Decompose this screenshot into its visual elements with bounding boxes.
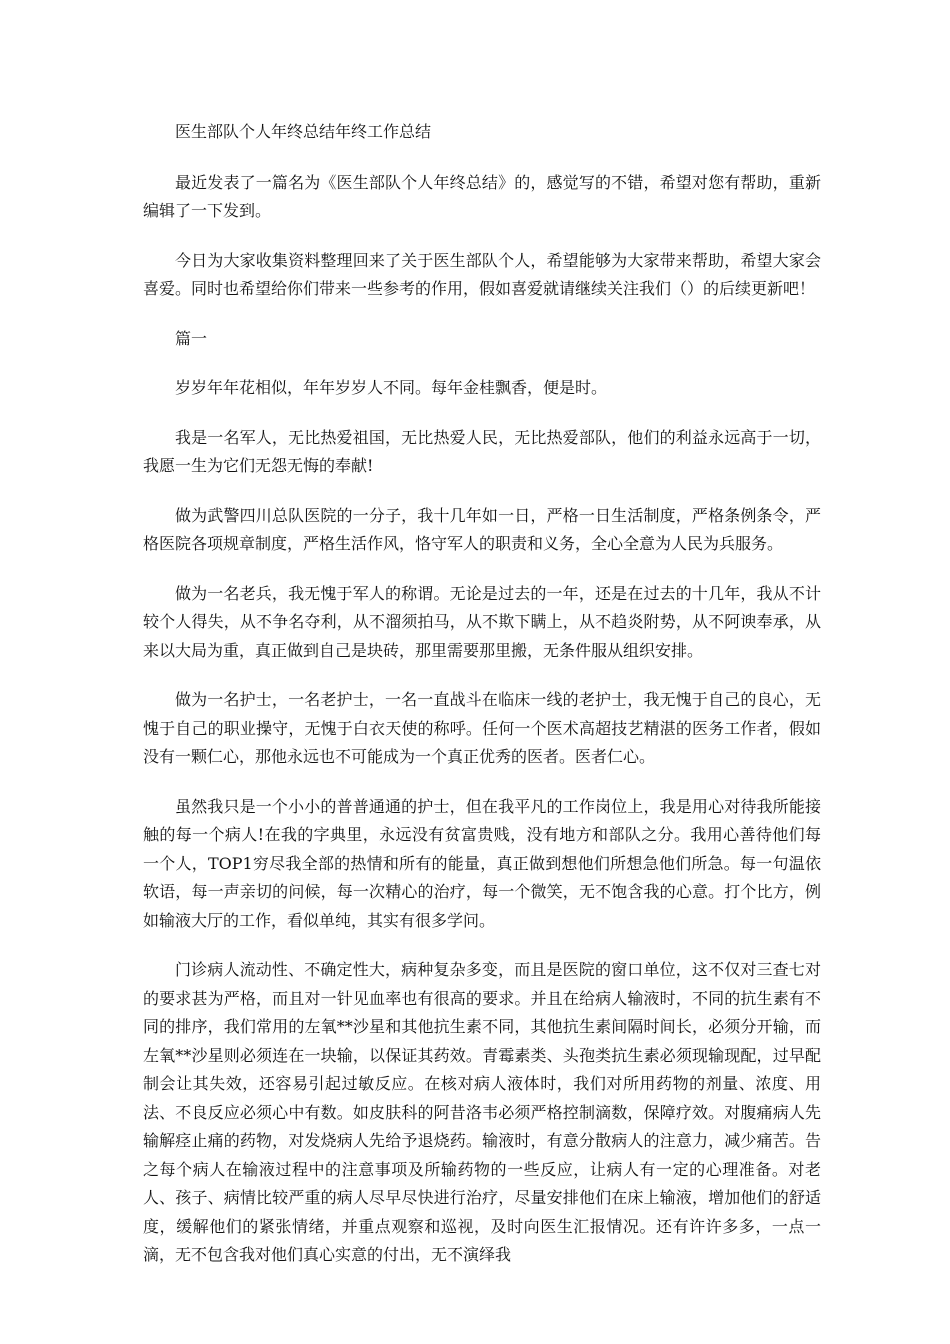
section-heading: 篇一 (175, 328, 208, 348)
document-page (143, 118, 821, 1291)
collection-paragraph: 今日为大家收集资料整理回来了关于医生部队个人，希望能够为大家带来帮助，希望大家会喜爱。同时也希望给你们带来一些参考的作用，假如喜爱就请继续关注我们（）的后续更新吧！ (143, 250, 821, 298)
body-paragraph: 我是一名军人，无比热爱祖国，无比热爱人民，无比热爱部队，他们的利益永远高于一切，我愿一生为它们无怨无悔的奉献! (143, 427, 821, 475)
intro-paragraph: 最近发表了一篇名为《医生部队个人年终总结》的，感觉写的不错，希望对您有帮助，重新编辑了一下发到。 (143, 172, 821, 220)
body-paragraph: 做为一名护士，一名老护士，一名一直战斗在临床一线的老护士，我无愧于自己的良心，无愧于自己的职业操守，无愧于白衣天使的称呼。任何一个医术高超技艺精湛的医务工作者，假如没有一颗仁心，那他永远也不可能成为一个真正优秀的医者。医者仁心。 (143, 690, 821, 766)
body-paragraph: 做为武警四川总队医院的一分子，我十几年如一日，严格一日生活制度，严格条例条令，严格医院各项规章制度，严格生活作风，恪守军人的职责和义务，全心全意为人民为兵服务。 (143, 505, 821, 553)
body-paragraph: 做为一名老兵，我无愧于军人的称谓。无论是过去的一年，还是在过去的十几年，我从不计较个人得失，从不争名夺利，从不溜须拍马，从不欺下瞒上，从不趋炎附势，从不阿谀奉承，从来以大局为重，真正做到自己是块砖，那里需要那里搬，无条件服从组织安排。 (143, 583, 821, 660)
body-paragraph: 岁岁年年花相似，年年岁岁人不同。每年金桂飘香，便是时。 (175, 378, 608, 397)
body-paragraph: 门诊病人流动性、不确定性大，病种复杂多变，而且是医院的窗口单位，这不仅对三查七对的要求甚为严格，而且对一针见血率也有很高的要求。并且在给病人输液时，不同的抗生素有不同的排序，我们常用的左氧**沙星和其他抗生素不同，其他抗生素间隔时间长，必须分开输，而左氧**沙星则必须连在一块输，以保证其药效。青霉素类、头孢类抗生素必须现输现配，过早配制会让其失效，还容易引起过敏反应。在核对病人液体时，我们对所用药物的剂量、浓度、用法、不良反应必须心中有数。如皮肤科的阿昔洛韦必须严格控制滴数，保障疗效。对腹痛病人先输解痉止痛的药物，对发烧病人先给予退烧药。输液时，有意分散病人的注意力，减少痛苦。告之每个病人在输液过程中的注意事项及所输药物的一些反应，让病人有一定的心理准备。对老人、孩子、病情比较严重的病人尽早尽快进行治疗，尽量安排他们在床上输液，增加他们的舒适度，缓解他们的紧张情绪，并重点观察和巡视，及时向医生汇报情况。还有许许多多，一点一滴，无不包含我对他们真心实意的付出，无不演绎我 (143, 960, 821, 1264)
body-paragraph: 虽然我只是一个小小的普普通通的护士，但在我平凡的工作岗位上，我是用心对待我所能接触的每一个病人!在我的字典里，永远没有贫富贵贱，没有地方和部队之分。我用心善待他们每一个人，TOP1穷尽我全部的热情和所有的能量，真正做到想他们所想急他们所急。每一句温依软语，每一声亲切的问候，每一次精心的治疗，每一个微笑，无不饱含我的心意。打个比方，例如输液大厅的工作，看似单纯，其实有很多学问。 (143, 796, 821, 930)
document-title: 医生部队个人年终总结年终工作总结 (175, 122, 432, 141)
